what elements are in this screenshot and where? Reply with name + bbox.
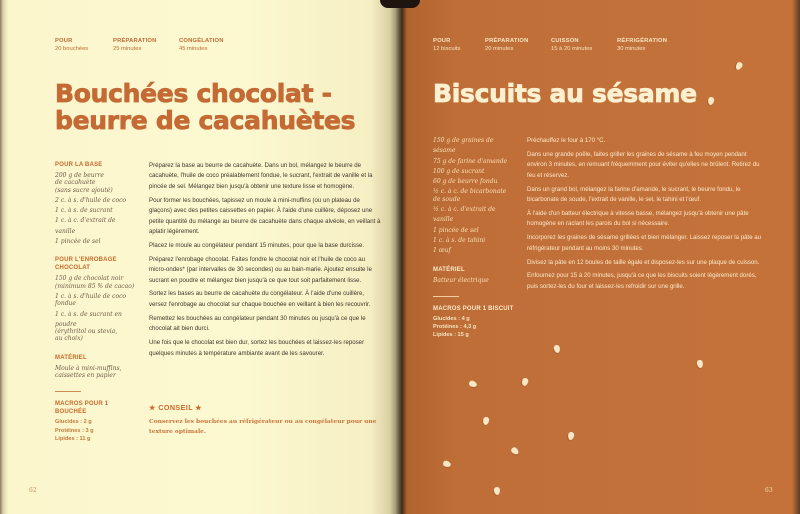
equipment-heading: MATÉRIEL	[55, 354, 87, 361]
equipment-item: Batteur électrique	[433, 276, 489, 284]
equipment-heading: MATÉRIEL	[433, 266, 465, 273]
meta-cook: CUISSON 15 à 20 minutes	[551, 38, 593, 52]
ingredient: 1 c. à s. de sucrant	[55, 207, 113, 215]
meta-chill: RÉFRIGÉRATION 30 minutes	[617, 38, 668, 52]
step: Dans une grande poêle, faites griller les graines de sésame à feu moyen pendant environ 3 minutes, en remuant fréquemment pour éviter qu'elles ne brûlent. Retirez du feu et réservez.	[527, 150, 760, 179]
ingredient: fondue	[55, 300, 76, 308]
sesame-seed-icon	[696, 360, 703, 369]
step: À l'aide d'un batteur électrique à vitesse basse, mélangez jusqu'à obtenir une pâte homogène en raclant les parois du bol si nécessaire.	[527, 209, 749, 228]
spine-shadow	[380, 0, 420, 8]
step: Incorporez les graines de sésame grillées et bien mélanger. Laissez reposer la pâte au réfrigérateur pendant au moins 30 minutes.	[527, 234, 762, 252]
step: Dans un grand bol, mélangez la farine d'amande, le sucrant, le beurre fondu, le bicarbonate de soude, l'extrait de vanille, le sel, le tahini et l'œuf.	[527, 185, 741, 204]
step: Pour former les bouchées, tapissez un moule à mini-muffins (ou un plateau de glaçons) avec des petites caissettes en papier. À l'aide d'une cuillère, déposez une petite quantité du mélange au beurre de cacahuète dans chaque alvéole, en veillant à aplatir légèrement.	[149, 196, 381, 235]
step: Préchauffez le four à 170 °C.	[527, 137, 606, 144]
macro-protein: Protéines : 3 g	[55, 427, 94, 434]
sesame-seed-icon	[553, 344, 561, 353]
ingredient: 1 pincée de sel	[433, 226, 479, 234]
ingredient: 2 c. à s. d'huile de coco	[55, 196, 127, 204]
ingredient: 1 c. à s. de sucrant en poudre	[55, 310, 122, 328]
ingredients-column	[433, 136, 515, 339]
ingredient: (minimum 85 % de cacao)	[55, 282, 135, 290]
macros-heading: MACROS POUR 1 BISCUIT	[433, 305, 514, 312]
sesame-seed-icon	[734, 61, 743, 71]
ingredient: (érythritol ou stevia,	[55, 328, 118, 336]
ingredient: 75 g de farine d'amande	[433, 157, 508, 165]
tip-heading: ★ CONSEIL ★	[149, 403, 203, 412]
meta-prep: PRÉPARATION 25 minutes	[113, 38, 157, 52]
sesame-seed-icon	[494, 487, 501, 495]
ingredient: au choix)	[55, 335, 83, 343]
base-heading: POUR LA BASE	[55, 162, 103, 168]
recipe-meta	[433, 37, 667, 53]
ingredient: 60 g de beurre fondu	[433, 178, 498, 186]
step: Placez le moule au congélateur pendant 15 minutes, pour que la base durcisse.	[149, 241, 365, 249]
sesame-seed-icon	[442, 460, 452, 468]
sesame-seed-icon	[707, 97, 714, 106]
ingredient: de soude	[433, 195, 461, 203]
step: Une fois que le chocolat est bien dur, sortez les bouchées et laissez-les reposer quelques minutes à température ambiante avant de les savourer.	[149, 339, 365, 357]
meta-freeze: CONGÉLATION 45 minutes	[179, 38, 224, 52]
step: Préparez l'enrobage chocolat. Faites fondre le chocolat noir et l'huile de coco au micro-ondes* (par intervalles de 30 secondes) ou au bain-marie. Ajoutez ensuite le sucrant en poudre et mélangez bien jusqu'à ce que tout soit parfaitement lisse.	[149, 255, 372, 284]
meta-servings: POUR 20 bouchées	[55, 38, 89, 52]
equipment-item: caissettes en papier	[55, 372, 116, 380]
step: Enfournez pour 15 à 20 minutes, jusqu'à ce que les biscuits soient légèrement dorés, puis sortez-les du four et laissez-les refroidir sur une grille.	[527, 272, 757, 290]
ingredient: 200 g de beurre	[55, 172, 104, 179]
macro-protein: Protéines : 4,3 g	[433, 324, 477, 331]
ingredient: (sans sucre ajouté)	[55, 186, 113, 194]
ingredient: 1 c. à c. d'extrait de vanille	[55, 217, 116, 235]
sesame-seed-icon	[482, 417, 489, 426]
macro-carbs: Glucides : 2 g	[55, 419, 92, 426]
divider	[433, 296, 459, 297]
macro-carbs: Glucides : 4 g	[433, 315, 470, 322]
divider	[55, 391, 81, 392]
recipe-title: Biscuits au sésame	[433, 79, 697, 108]
ingredients-column	[55, 161, 137, 443]
macros-heading: MACROS POUR 1 BOUCHÉE	[55, 401, 109, 416]
page-number: 62	[29, 487, 37, 494]
instructions	[149, 161, 381, 362]
sesame-seed-icon	[510, 446, 520, 456]
recipe-meta	[55, 37, 224, 53]
ingredient: 1 pincée de sel	[55, 238, 101, 246]
ingredient: ½ c. à c. d'extrait de vanille	[433, 206, 496, 224]
tip-box	[149, 403, 389, 438]
ingredient: 100 g de sucrant	[433, 167, 485, 175]
ingredient: 150 g de graines de sésame	[433, 137, 494, 155]
ingredient: 150 g de chocolat noir	[55, 275, 124, 283]
macro-fat: Lipides : 11 g	[55, 435, 91, 442]
step: Divisez la pâte en 12 boules de taille égale et disposez-les sur une plaque de cuisson.	[527, 258, 760, 266]
tip-text: Conservez les bouchées au réfrigérateur ou au congélateur pour une texture optimale.	[149, 418, 377, 436]
meta-servings: POUR 12 biscuits	[433, 38, 461, 52]
sesame-seed-icon	[521, 377, 529, 386]
ingredient: 1 c. à s. de tahini	[433, 236, 486, 244]
macro-fat: Lipides : 15 g	[433, 332, 469, 339]
equipment-item: Moule à mini-muffins,	[55, 364, 122, 372]
instructions	[527, 136, 767, 296]
book-gutter	[396, 0, 406, 514]
ingredient: de cacahuète	[55, 179, 96, 187]
coating-heading: POUR L'ENROBAGE CHOCOLAT	[55, 257, 117, 272]
page-number: 63	[765, 487, 773, 494]
step: Préparez la base au beurre de cacahuète. Dans un bol, mélangez le beurre de cacahuète, l'huile de coco préalablement fondue, le sucrant, l'extrait de vanille et la pincée de sel. Mélangez bien jusqu'à obtenir une texture lisse et homogène.	[149, 162, 373, 190]
recipe-title: Bouchées chocolat - beurre de cacahuètes	[55, 79, 356, 135]
ingredient: 1 c. à s. d'huile de coco	[55, 292, 127, 300]
sesame-seed-icon	[567, 432, 574, 441]
ingredient: ½ c. à c. de bicarbonate	[433, 188, 507, 196]
meta-prep: PRÉPARATION 20 minutes	[485, 38, 529, 52]
sesame-seed-icon	[468, 380, 478, 388]
ingredient: 1 œuf	[433, 247, 451, 255]
step: Remettez les bouchées au congélateur pendant 30 minutes ou jusqu'à ce que le chocolat ait bien durci.	[149, 314, 366, 333]
step: Sortez les bases au beurre de cacahuète du congélateur. À l'aide d'une cuillère, versez l'enrobage au chocolat sur chaque bouchée en veillant à bien les recouvrir.	[149, 290, 371, 308]
page-right	[402, 0, 800, 514]
